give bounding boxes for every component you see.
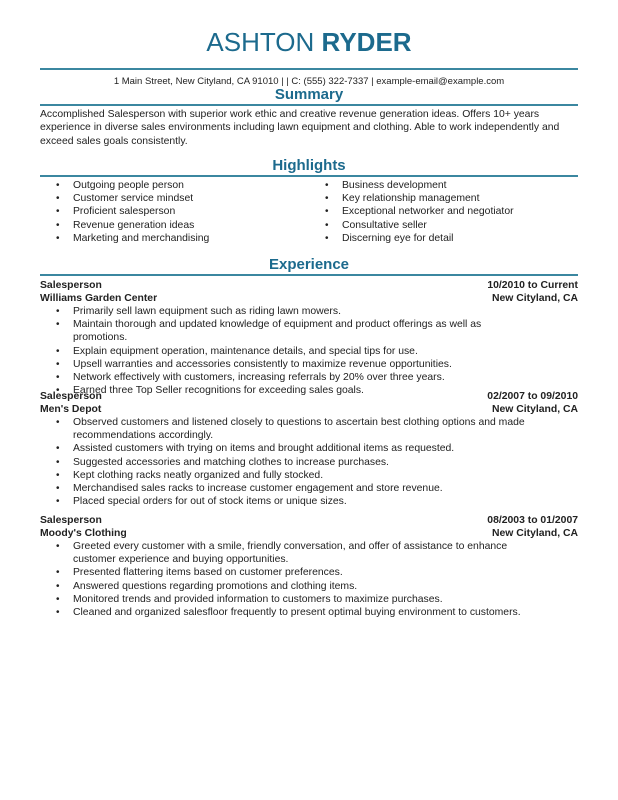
job-bullet: • Assisted customers with trying on items and brought additional items as requested. <box>40 442 578 455</box>
job-location: New Cityland, CA <box>491 528 578 539</box>
highlight-item: • Business development <box>309 179 578 192</box>
section-title-highlights: Highlights <box>272 157 346 174</box>
highlights-right-list <box>309 179 578 245</box>
job-company: Williams Garden Center <box>40 293 158 304</box>
summary-text: Accomplished Salesperson with superior work ethic and creative revenue generation ideas. Offers 10+ years experience in diverse sales environments including lawn equipment and clothing. Able to work independently and exceed sales goals consistently. <box>40 109 560 147</box>
job-bullet: • Network effectively with customers, increasing referrals by 20% over three years. <box>40 371 578 384</box>
job-bullets <box>40 540 578 619</box>
section-title-experience: Experience <box>268 256 350 273</box>
job-location: New Cityland, CA <box>491 293 578 304</box>
last-name: RYDER <box>321 27 412 57</box>
job-bullet: • Explain equipment operation, maintenance details, and special tips for use. <box>40 345 578 358</box>
highlight-item: • Consultative seller <box>309 219 578 232</box>
job-bullet: • Maintain thorough and updated knowledge of equipment and product offerings as well as promotions. <box>40 318 578 344</box>
highlight-item: • Exceptional networker and negotiator <box>309 205 578 218</box>
highlights-left-list <box>40 179 310 245</box>
experience-divider <box>40 274 578 276</box>
job-bullet: • Observed customers and listened closely to questions to ascertain best clothing options and made recommendations accordingly. <box>40 416 578 442</box>
job-dates: 10/2010 to Current <box>487 280 578 291</box>
job-bullet: • Kept clothing racks neatly organized and fully stocked. <box>40 469 578 482</box>
job-bullet: • Monitored trends and provided information to customers to maximize purchases. <box>40 593 578 606</box>
candidate-name <box>40 27 578 57</box>
job-bullet: • Placed special orders for out of stock items or unique sizes. <box>40 495 578 508</box>
job-bullet: • Primarily sell lawn equipment such as riding lawn mowers. <box>40 305 578 318</box>
job-dates: 02/2007 to 09/2010 <box>487 391 578 402</box>
job-company: Men's Depot <box>40 404 102 415</box>
job-bullet: • Upsell warranties and accessories consistently to maximize revenue opportunities. <box>40 358 578 371</box>
job-title-row <box>40 390 578 403</box>
job-bullet: • Presented flattering items based on customer preferences. <box>40 566 578 579</box>
job-bullet: • Earned three Top Seller recognitions for exceeding sales goals. <box>40 384 578 397</box>
highlight-item: • Discerning eye for detail <box>309 232 578 245</box>
job-title: Salesperson <box>40 280 102 291</box>
job-company-row <box>40 527 578 540</box>
job-title-row <box>40 514 578 527</box>
job-entry <box>40 514 578 619</box>
job-bullet: • Greeted every customer with a smile, friendly conversation, and offer of assistance to enhance customer experience and buying opportunities. <box>40 540 578 566</box>
highlight-item: • Key relationship management <box>309 192 578 205</box>
highlight-item: • Outgoing people person <box>40 179 310 192</box>
job-entry <box>40 390 578 508</box>
job-company-row <box>40 292 578 305</box>
job-company: Moody's Clothing <box>40 528 127 539</box>
job-location: New Cityland, CA <box>491 404 578 415</box>
job-dates: 08/2003 to 01/2007 <box>487 515 578 526</box>
job-bullet: • Merchandised sales racks to increase customer engagement and store revenue. <box>40 482 578 495</box>
job-bullet: • Cleaned and organized salesfloor frequently to present optimal buying environment to customers. <box>40 606 578 619</box>
first-name: ASHTON <box>206 27 315 57</box>
job-title-row <box>40 279 578 292</box>
job-bullets <box>40 416 578 508</box>
summary-divider <box>40 104 578 106</box>
job-title: Salesperson <box>40 391 102 402</box>
job-title: Salesperson <box>40 515 102 526</box>
job-bullet: • Suggested accessories and matching clothes to increase purchases. <box>40 456 578 469</box>
job-bullet: • Answered questions regarding promotions and clothing items. <box>40 580 578 593</box>
highlight-item: • Revenue generation ideas <box>40 219 310 232</box>
highlight-item: • Marketing and merchandising <box>40 232 310 245</box>
job-company-row <box>40 403 578 416</box>
job-entry <box>40 279 578 397</box>
section-title-summary: Summary <box>274 86 344 103</box>
header-divider <box>40 68 578 70</box>
highlight-item: • Customer service mindset <box>40 192 310 205</box>
job-bullets <box>40 305 578 397</box>
contact-line: 1 Main Street, New Cityland, CA 91010 | | C: (555) 322-7337 | example-email@example.com <box>113 76 505 87</box>
highlight-item: • Proficient salesperson <box>40 205 310 218</box>
highlights-divider <box>40 175 578 177</box>
